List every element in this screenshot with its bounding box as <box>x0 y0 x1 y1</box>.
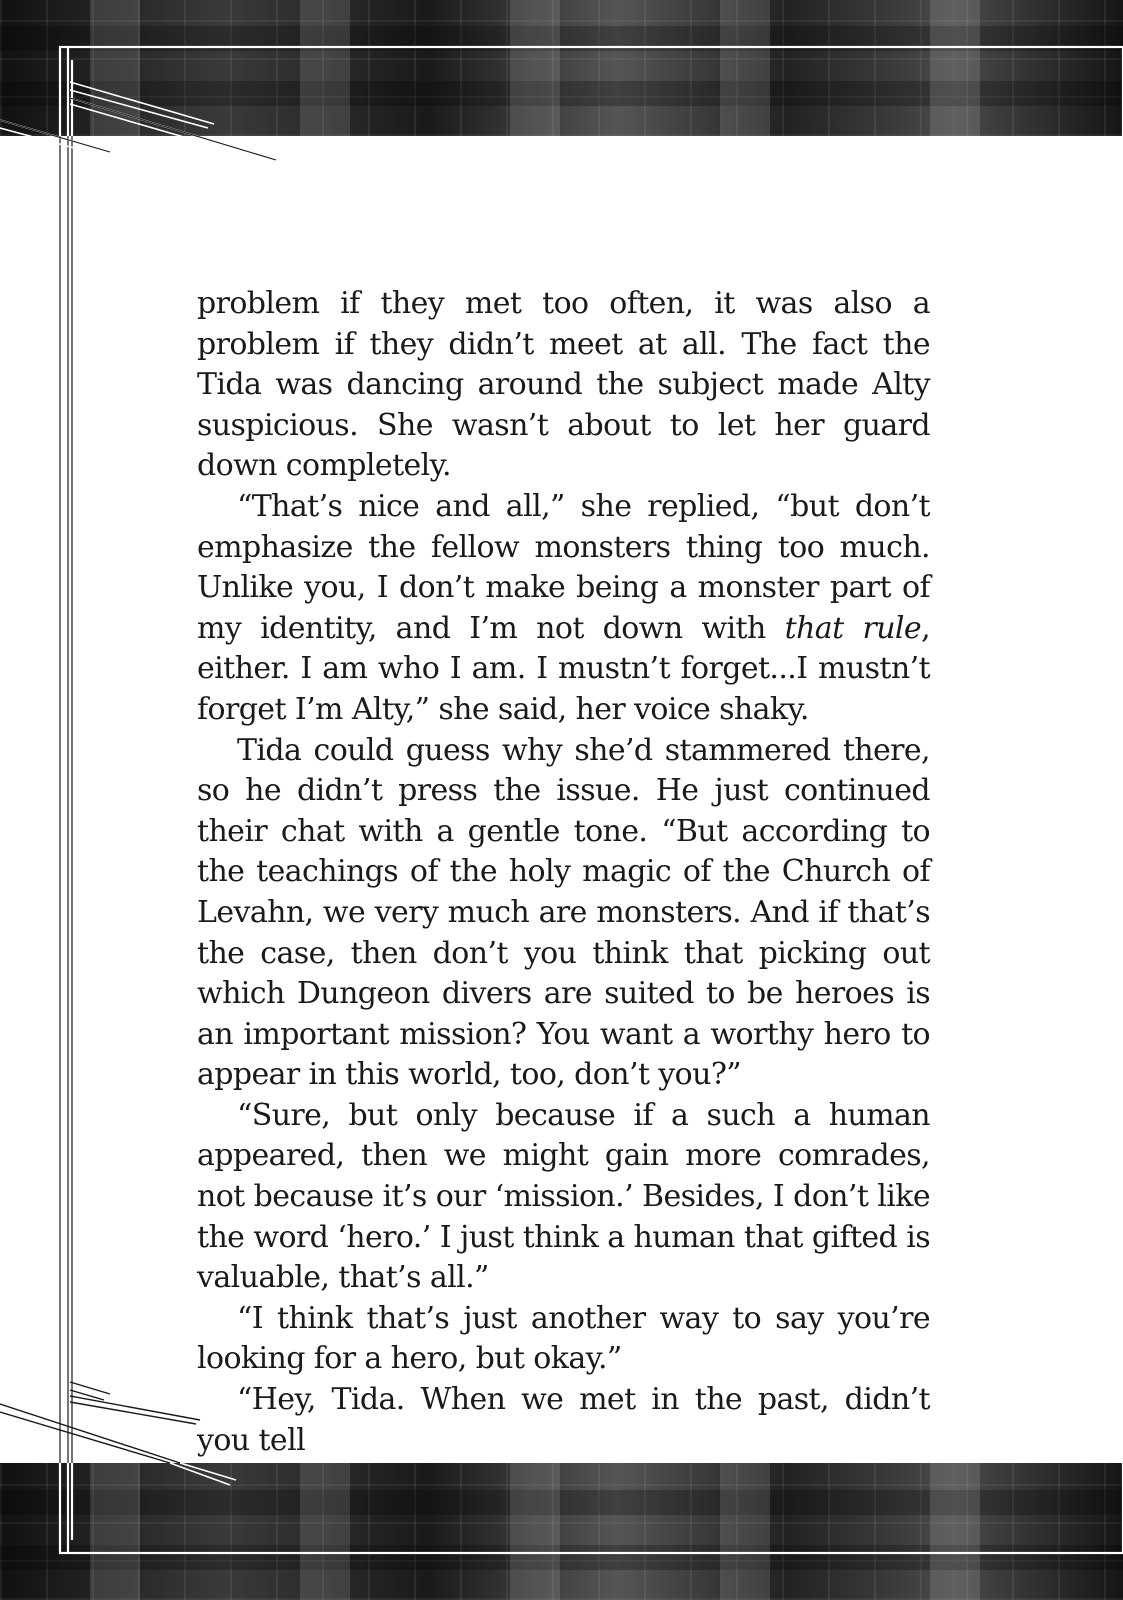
paragraph <box>197 1299 930 1380</box>
paragraph <box>197 731 930 1096</box>
text-run: “Hey, Tida. When we met in the past, didn’t you tell <box>197 1382 930 1458</box>
italic-text: that rule <box>784 610 922 646</box>
bottom-decorative-band <box>0 1463 1123 1600</box>
top-decorative-band <box>0 0 1123 136</box>
text-run: “That’s nice and all,” she replied, “but don’t emphasize the fellow monsters thing too much. Unlike you, I don’t make being a monster part of my identity, and I’m not down with <box>197 488 930 646</box>
paragraph <box>197 1096 930 1299</box>
paragraph <box>197 1380 930 1461</box>
text-run: Tida could guess why she’d stammered there, so he didn’t press the issue. He just continued their chat with a gentle tone. “But according to the teachings of the holy magic of the Church of Levahn, we very much are monsters. And if that’s the case, then don’t you think that picking out which Dungeon divers are suited to be heroes is an important mission? You want a worthy hero to appear in this world, too, don’t you?” <box>197 732 930 1093</box>
text-run: “Sure, but only because if a such a human appeared, then we might gain more comrades, not because it’s our ‘mission.’ Besides, I don’t like the word ‘hero.’ I just think a human that gifted is valuable, that’s all.” <box>197 1097 930 1296</box>
text-run: , either. I am who I am. I mustn’t forget...I mustn’t forget I’m Alty,” she said, her voice shaky. <box>197 610 930 727</box>
text-run: “I think that’s just another way to say you’re looking for a hero, but okay.” <box>197 1300 930 1377</box>
paragraph <box>197 284 930 487</box>
text-run: problem if they met too often, it was also a problem if they didn’t meet at all. The fact the Tida was dancing around the subject made Alty suspicious. She wasn’t about to let her guard down completely. <box>197 286 930 484</box>
paragraph <box>197 487 930 731</box>
body-text <box>197 284 930 1461</box>
